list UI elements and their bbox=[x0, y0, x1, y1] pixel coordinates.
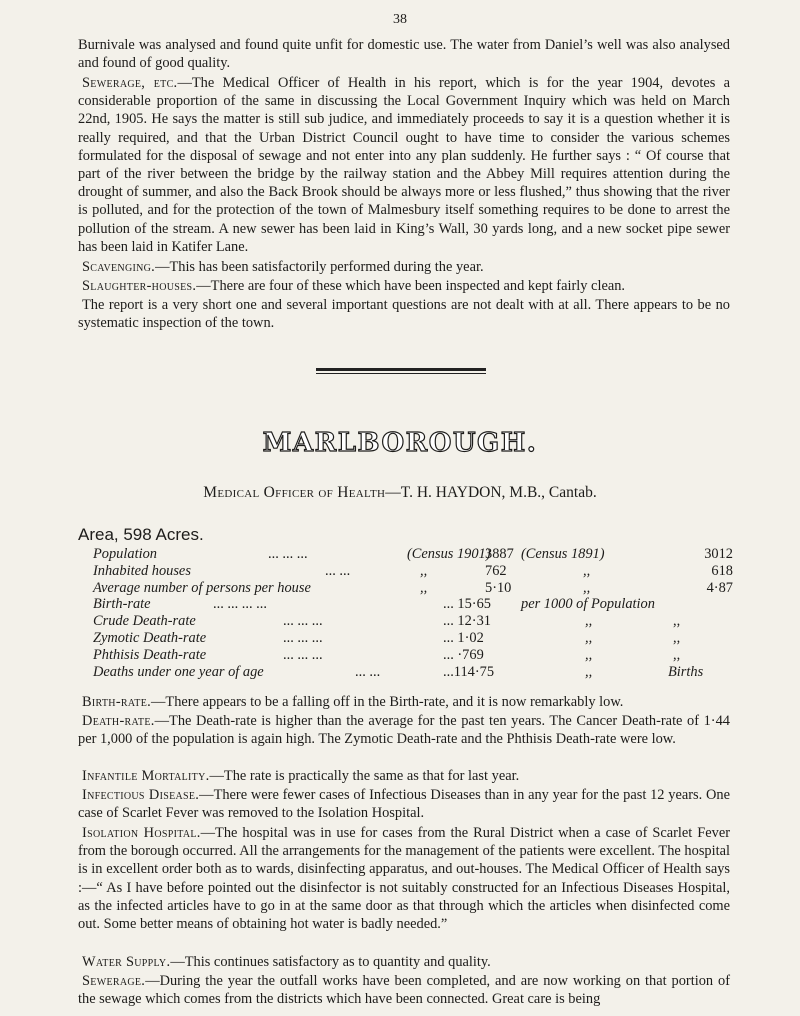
paragraph-text: Burnivale was analysed and found quite unfit for domestic use. The water from Daniel’s well was also analysed and found of good quality. bbox=[78, 37, 730, 72]
stat-unit-births: Births bbox=[668, 663, 704, 680]
stat-census-1891: (Census 1891) bbox=[521, 546, 605, 562]
stat-leader: ... ... ... bbox=[268, 546, 308, 562]
stat-census-1901: (Census 1901) bbox=[407, 546, 491, 562]
stat-row bbox=[93, 613, 733, 630]
stat-ditto: ,, bbox=[585, 629, 593, 646]
stat-ditto: ,, bbox=[583, 579, 591, 596]
stat-row bbox=[93, 580, 733, 597]
medical-officer-label: Medical Officer of Health bbox=[203, 484, 386, 501]
medical-officer-line bbox=[0, 484, 800, 502]
section-divider bbox=[316, 368, 486, 371]
stat-row bbox=[93, 630, 733, 647]
paragraph-isolation-hospital bbox=[78, 824, 730, 933]
stat-label: Inhabited houses bbox=[93, 562, 191, 579]
paragraph-sewerage-marlborough bbox=[78, 972, 730, 1008]
paragraph-head: Infantile Mortality. bbox=[82, 768, 210, 784]
stat-label: Population bbox=[93, 546, 157, 562]
paragraph-text: The report is a very short one and several important questions are not dealt with at all. There appears to be no systematic inspection of the town. bbox=[78, 297, 730, 332]
stat-ditto: ,, bbox=[420, 579, 428, 596]
stat-ditto: ,, bbox=[420, 562, 428, 579]
paragraph-infantile-mortality bbox=[78, 767, 730, 785]
section-divider-thin bbox=[316, 373, 486, 374]
paragraph-head: Water Supply. bbox=[82, 954, 171, 970]
stat-ditto: ,, bbox=[585, 613, 593, 630]
stat-ditto: ,, bbox=[583, 562, 591, 579]
paragraph-head: Infectious Disease. bbox=[82, 787, 200, 803]
paragraph-text: —There are four of these which have been inspected and kept fairly clean. bbox=[196, 278, 626, 294]
paragraph-slaughter-houses bbox=[78, 277, 730, 295]
stat-leader: ... ... ... bbox=[283, 613, 323, 630]
stat-row bbox=[93, 664, 733, 681]
statistics-table bbox=[93, 546, 733, 680]
stat-ditto: ,, bbox=[673, 629, 681, 646]
paragraph-scavenging bbox=[78, 258, 730, 276]
stat-label: Birth-rate bbox=[93, 596, 151, 613]
section-title: MARLBOROUGH. bbox=[262, 428, 538, 458]
stat-label: Phthisis Death-rate bbox=[93, 646, 207, 663]
paragraph-text: —The Death-rate is higher than the average for the past ten years. The Cancer Death-rate of 1·44 per 1,000 of the population is again high. The Zymotic Death-rate and the Phthisis Death-rate were low. bbox=[78, 713, 730, 748]
stat-label: Average number of persons per house bbox=[93, 579, 311, 596]
stat-value-1901: 5·10 bbox=[485, 579, 512, 596]
stat-leader: ... ... ... bbox=[283, 646, 323, 663]
stat-value-1901: 762 bbox=[485, 562, 507, 579]
stat-value: ... 15·65 bbox=[443, 596, 491, 613]
paragraph-water-supply bbox=[78, 953, 730, 971]
stat-row bbox=[93, 596, 733, 613]
paragraph-head: Birth-rate. bbox=[82, 694, 152, 710]
paragraph-text: —This has been satisfactorily performed during the year. bbox=[155, 259, 484, 275]
stat-leader: ... ... bbox=[355, 663, 381, 680]
paragraph-death-rate bbox=[78, 712, 730, 748]
stat-row bbox=[93, 546, 733, 563]
area-heading: Area, 598 Acres. bbox=[78, 525, 204, 544]
paragraph-infectious-disease bbox=[78, 786, 730, 822]
paragraph-head: Slaughter-houses. bbox=[82, 278, 197, 294]
paragraph-head: Death-rate. bbox=[82, 713, 155, 729]
stat-leader: ... ... ... ... bbox=[213, 596, 267, 613]
paragraph-text: —There appears to be a falling off in the Birth-rate, and it is now remarkably low. bbox=[151, 694, 624, 710]
paragraph-burnivale bbox=[78, 36, 730, 72]
stat-value-1901: 3887 bbox=[485, 546, 514, 562]
stat-leader: ... ... bbox=[325, 562, 351, 579]
stat-ditto: ,, bbox=[673, 646, 681, 663]
paragraph-conclusion bbox=[78, 296, 730, 332]
paragraph-head: Sewerage, etc. bbox=[82, 75, 178, 91]
paragraph-text: —This continues satisfactory as to quantity and quality. bbox=[170, 954, 491, 970]
paragraph-head: Scavenging. bbox=[82, 259, 156, 275]
paragraph-birth-rate bbox=[78, 693, 730, 711]
stat-value: ... 1·02 bbox=[443, 629, 484, 646]
paragraph-sewerage bbox=[78, 74, 730, 256]
stat-value-1891: 4·87 bbox=[706, 579, 733, 596]
paragraph-head: Isolation Hospital. bbox=[82, 825, 201, 841]
stat-label: Crude Death-rate bbox=[93, 613, 196, 630]
stat-leader: ... ... ... bbox=[283, 629, 323, 646]
paragraph-text: —The Medical Officer of Health in his report, which is for the year 1904, devotes a considerable proportion of the same in discussing the Local Government Inquiry which was held on March 22nd, 1905. He says the matter is still sub judice, and immediately proceeds to say it is a question whether it is really required, and that the Urban District Council ought to have time to consider the various schemes formulated for the disposal of sewage and not enter into any plan suddenly. He further says : “ Of course that part of the river between the bridge by the railway station and the Abbey Mill requires attention during the drought of summer, and also the Back Brook should be always more or less flushed,” thus showing that the river is polluted, and for the protection of the town of Malmesbury itself something requires to be done to arrest the pollution of the stream. A new sewer has been laid in King’s Wall, 30 yards long, and a new socket pipe sewer has been laid in Katifer Lane. bbox=[78, 75, 730, 255]
stat-row bbox=[93, 647, 733, 664]
paragraph-text: —During the year the outfall works have been completed, and are now working on that portion of the sewage which comes from the districts which have been connected. Great care is being bbox=[78, 973, 730, 1008]
stat-ditto: ,, bbox=[673, 613, 681, 630]
stat-value: ... ·769 bbox=[443, 646, 484, 663]
stat-ditto: ,, bbox=[585, 646, 593, 663]
stat-unit: per 1000 of Population bbox=[521, 596, 655, 613]
page-number: 38 bbox=[393, 12, 407, 27]
stat-value: ... 12·31 bbox=[443, 613, 491, 630]
stat-value-1891: 618 bbox=[711, 562, 733, 579]
paragraph-text: —There were fewer cases of Infectious Diseases than in any year for the past 12 years. One case of Scarlet Fever was removed to the Isolation Hospital. bbox=[78, 787, 730, 822]
stat-ditto: ,, bbox=[585, 663, 593, 680]
paragraph-text: —The rate is practically the same as that for last year. bbox=[209, 768, 520, 784]
stat-label: Zymotic Death-rate bbox=[93, 629, 207, 646]
stat-value-1891: 3012 bbox=[704, 546, 733, 562]
medical-officer-name: —T. H. HAYDON, M.B., Cantab. bbox=[385, 484, 597, 501]
stat-value: ...114·75 bbox=[443, 663, 495, 680]
paragraph-head: Sewerage. bbox=[82, 973, 146, 989]
stat-label: Deaths under one year of age bbox=[93, 663, 264, 680]
paragraph-text: —The hospital was in use for cases from the Rural District when a case of Scarlet Fever from the borough occurred. All the arrangements for the management of the patients were excellent. The hospital is in excellent order both as to wards, disinfecting apparatus, and out-houses. The Medical Officer of Health says :—“ As I have before pointed out the disinfector is not suitably constructed for an Infectious Diseases Hospital, as the infected articles have to go in at the same door as that through which the articles when disinfected come out. Some better means of obtaining hot water is badly needed.” bbox=[78, 825, 731, 933]
stat-row bbox=[93, 563, 733, 580]
